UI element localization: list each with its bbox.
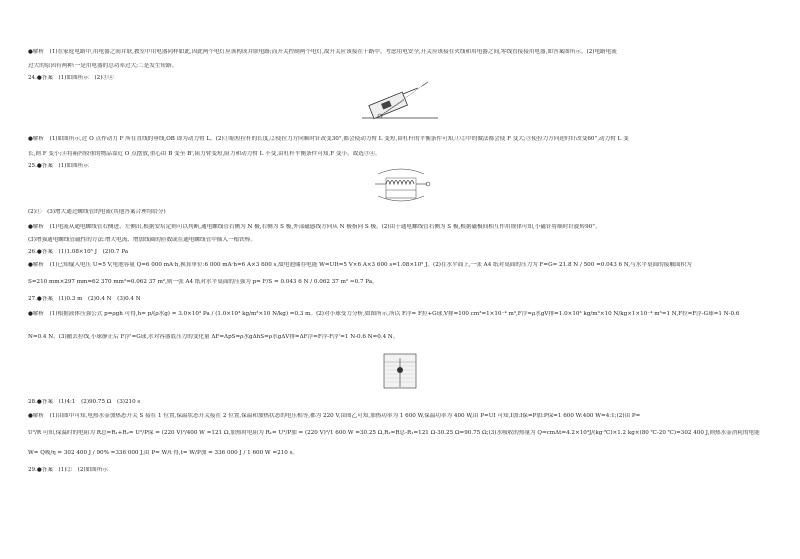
text-line: N=0.4 N。(3)撤去拉线,小球静止后 F浮'=G球,水对容器底压力的变化量 ΔF=ΔpS=ρ水gΔhS=ρ水gΔV排=ΔF浮=F浮-F浮'=1 N-0.6 N=0.4 N。 <box>28 334 399 340</box>
text-line: 28.●答案 (1)4:1 (2)90.75 Ω (3)210 s <box>28 399 141 405</box>
text-line: 27.●答案 (1)0.3 m (2)0.4 N (3)0.4 N <box>28 296 141 302</box>
solenoid-figure <box>370 168 432 202</box>
text-line: ●解析 (1)在家庭电路中,用电器之间并联,教室中用电器同样如此,因此两个电灯应该构成并联电路;而开关控制两个电灯,故开关应该接在干路中。考虑用电安全,开关应该接在火线和用电器之间,零线直接接用电器,如答案图所示。(2)电路电流 <box>28 49 617 55</box>
text-line: ●解析 (1)电流从通电螺线管右侧进、左侧出,根据安培定则可以判断,通电螺线管右侧为 N 极,右侧为 S 极,外部磁感线方向从 N 极指向 S 极。(2)由于通电螺线管右侧为 S 极,根据磁极间相互作用规律可知,小磁针将顺时针旋转90°。 <box>28 224 601 230</box>
text-line: 29.●答案 (1)② (2)如图所示 <box>28 467 108 473</box>
text-line: W= Q吸/η = 302 400 J / 90% =336 000 J,由 P= W/t 得,t= W/P加 = 336 000 J / 1 600 W =210 s。 <box>28 450 299 456</box>
text-line: ●解析 (1)根据液体压强公式 p=ρgh 可得,h= p/(ρ水g) = 3.0×10³ Pa / (1.0×10³ kg/m³×10 N/kg) =0.3 m。(2)对小球受力分析,如图所示,所以 F浮= F拉+G球,V排=100 cm³=1×10⁻⁴ m³,F浮=ρ水gV排=1.0×10³ kg/m³×10 N/kg×1×10⁻⁴ m³=1 N,F拉=F浮-G球=1 N-0.6 <box>28 311 740 317</box>
text-line: (2)① (3)增大通过螺线管的电流(其他答案合理均给分) <box>28 209 166 215</box>
text-line: 24.●答案 (1)如图所示 (2)③④ <box>28 75 114 81</box>
text-line: 长,则 F 变小;④将箱内较重的物品靠近 O 点摆放,重心由 B 变至 B',阻力臂变短,阻力和动力臂 L 不变,由杠杆平衡条件可知,F 变小。故选③④。 <box>28 151 381 157</box>
text-line: 25.●答案 (1)如图所示 <box>28 163 89 169</box>
text-line: U²/R 可知,保温时的电阻为 R总=R₁+R₂= U²/P保 = (220 V)²/400 W =121 Ω,加热时电阻为 R₁= U²/P加 = (220 V)²/1 600 W =30.25 Ω,R₂=R总-R₁=121 Ω-30.25 Ω=90.75 Ω;(3)水吸收的热量为 Q=cmΔt=4.2×10³J/(kg·℃)×1.2 kg×(80 ℃-20 ℃)=302 400 J,则热水壶消耗的电能 <box>28 430 760 436</box>
text-line: ●解析 (1)由图甲可知,电热水壶加热态开关 S 接在 1 位置,保温状态开关接在 2 位置,保温和加热状态的电压相等,都为 220 V,由图乙可知,加热功率为 1 600 W,保温功率为 400 W,由 P=UI 可知,I加:I保=P加:P保=1 600 W:400 W=4:1;(2)由 P= <box>28 413 641 419</box>
ball-force-figure <box>382 350 418 390</box>
text-line: ●解析 (1)如图所示,过 O 点作动力 F 所在直线的垂线,OB 即为动力臂 L。(2)①缩短拉杆的长度,②使拉力方向顺时针改变30°,都会使动力臂 L 变短,由杠杆的平衡条件可知,①②中的做法都会使 F 变大;③使拉力方向逆时针改变60°,动力臂 L 变 <box>28 136 629 142</box>
text-line: 过大的原因有两种:一是用电器的总功率过大;二是发生短路。 <box>28 63 178 69</box>
lever-suitcase-figure <box>360 80 440 125</box>
text-line: S=210 mm×297 mm=62 370 mm²=0.062 37 m²,则一张 A4 纸对水平桌面的压强为 p= F/S = 0.043 6 N / 0.062 37 m² ≈0.7 Pa。 <box>28 279 378 285</box>
text-line: 26.●答案 (1)1.08×10⁵ J (2)0.7 Pa <box>28 249 129 255</box>
text-line: ●解析 (1)已知输入电压 U=5 V,电池容量 Q=6 000 mA·h,换算单位:6 000 mA·h=6 A×3 600 s,故电池储存电能 W=UIt=5 V×6 A×3 600 s=1.08×10⁵ J。(2)在水平面上,一张 A4 纸对桌面的压力为 F=G= 21.8 N / 500 =0.043 6 N,与水平桌面的接触面积为 <box>28 262 692 268</box>
text-line: (3)增强通电螺线管磁性的方法:增大电流、增加线圈的匝数或在通电螺线管中插入一根铁棒。 <box>28 237 256 243</box>
